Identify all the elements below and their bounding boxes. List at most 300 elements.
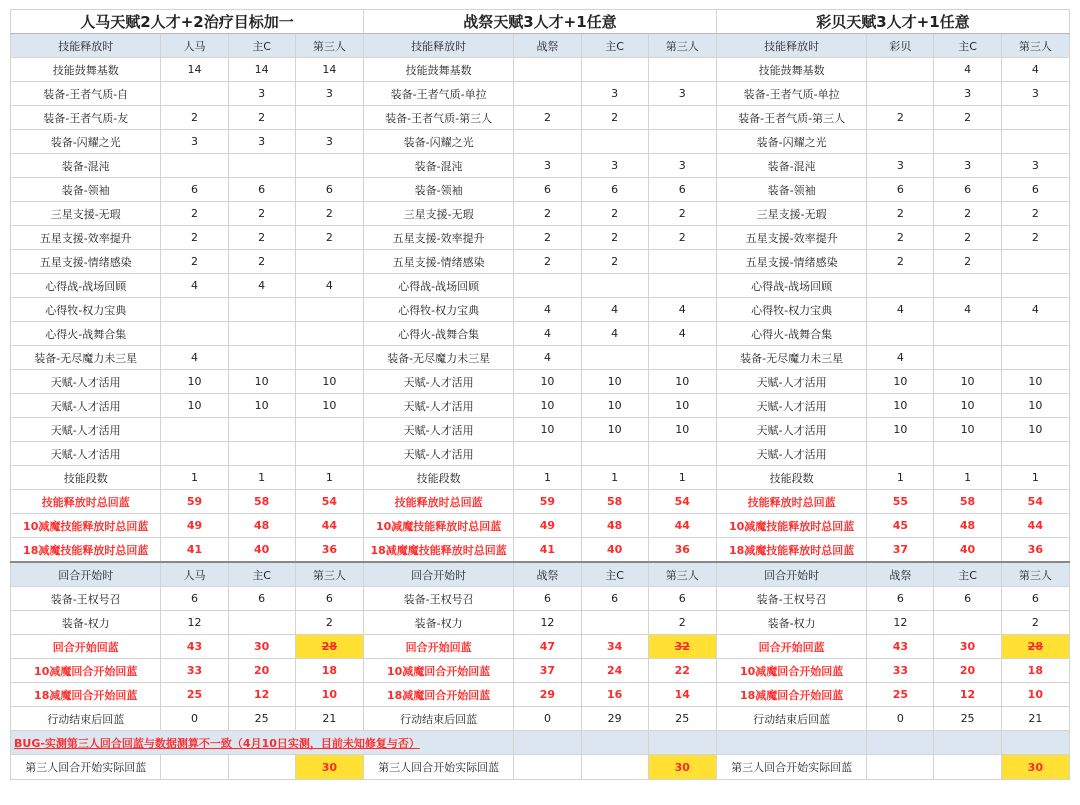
round-total-value: 12 [934, 683, 1001, 707]
round-total-label: 10减魔回合开始回蓝 [716, 659, 866, 683]
skill-row-label: 心得战-战场回顾 [363, 274, 513, 298]
skill-row-value: 2 [295, 226, 363, 250]
skill-row-value [867, 442, 934, 466]
skill-row-value [648, 106, 716, 130]
skill-row-value: 4 [867, 298, 934, 322]
skill-row-label: 心得火-战舞合集 [11, 322, 161, 346]
column-header-value: 战祭 [514, 34, 581, 58]
skill-row-label: 天赋-人才活用 [716, 370, 866, 394]
skill-row-value [1001, 346, 1069, 370]
skill-row-value: 4 [295, 274, 363, 298]
skill-row-label: 装备-王者气质-第三人 [716, 106, 866, 130]
skill-row-value: 2 [514, 250, 581, 274]
skill-row-label: 天赋-人才活用 [363, 418, 513, 442]
skill-row-label: 五星支援-情绪感染 [363, 250, 513, 274]
actual-regen-value: 30 [1001, 755, 1069, 780]
skill-total-value: 40 [228, 538, 295, 563]
skill-row-label: 天赋-人才活用 [716, 418, 866, 442]
skill-row-label: 五星支援-情绪感染 [716, 250, 866, 274]
round-total-value: 25 [867, 683, 934, 707]
skill-row-label: 心得战-战场回顾 [11, 274, 161, 298]
empty-cell [934, 731, 1001, 755]
skill-row-value: 10 [295, 394, 363, 418]
skill-total-label: 10减魔技能释放时总回蓝 [363, 514, 513, 538]
round-total-label: 回合开始回蓝 [716, 635, 866, 659]
round-total-value: 12 [228, 683, 295, 707]
skill-row-label: 装备-领袖 [11, 178, 161, 202]
table-row [11, 226, 1070, 250]
skill-row-value: 6 [648, 178, 716, 202]
round-column-header-value: 主C [228, 562, 295, 587]
skill-row-label: 装备-王者气质-友 [11, 106, 161, 130]
skill-total-value: 41 [514, 538, 581, 563]
round-total-value: 20 [228, 659, 295, 683]
bug-note: BUG-实测第三人回合回蓝与数据测算不一致（4月10日实测，目前未知修复与否） [11, 731, 514, 755]
skill-row-label: 心得牧-权力宝典 [716, 298, 866, 322]
skill-row-value [295, 322, 363, 346]
round-total-value: 29 [514, 683, 581, 707]
skill-row-value: 6 [228, 178, 295, 202]
skill-row-label: 技能鼓舞基数 [363, 58, 513, 82]
skill-row-value: 10 [648, 418, 716, 442]
skill-total-label: 技能释放时总回蓝 [11, 490, 161, 514]
skill-row-value: 3 [648, 154, 716, 178]
round-total-value: 30 [228, 635, 295, 659]
round-row-value: 12 [514, 611, 581, 635]
after-action-value: 0 [514, 707, 581, 731]
skill-row-value [514, 442, 581, 466]
skill-row-label: 装备-混沌 [716, 154, 866, 178]
skill-row-label: 装备-无尽魔力未三星 [716, 346, 866, 370]
skill-row-value: 1 [581, 466, 648, 490]
skill-row-label: 五星支援-效率提升 [716, 226, 866, 250]
skill-row-value: 3 [934, 154, 1001, 178]
round-column-header-value: 主C [581, 562, 648, 587]
empty-cell [581, 731, 648, 755]
skill-row-value: 3 [1001, 154, 1069, 178]
after-action-value: 0 [867, 707, 934, 731]
skill-row-value [934, 346, 1001, 370]
skill-row-value: 2 [1001, 226, 1069, 250]
skill-row-value: 3 [161, 130, 228, 154]
skill-row-value: 6 [295, 178, 363, 202]
skill-total-value: 54 [295, 490, 363, 514]
actual-regen-row [11, 755, 1070, 780]
skill-total-value: 36 [1001, 538, 1069, 563]
skill-row-label: 装备-闪耀之光 [11, 130, 161, 154]
actual-regen-value [934, 755, 1001, 780]
round-row-label: 装备-权力 [11, 611, 161, 635]
skill-row-value: 10 [581, 370, 648, 394]
skill-row-value: 2 [648, 226, 716, 250]
skill-row-label: 天赋-人才活用 [11, 394, 161, 418]
round-row-label: 装备-王权号召 [716, 587, 866, 611]
skill-row-value: 2 [514, 202, 581, 226]
table-row [11, 346, 1070, 370]
skill-row-value: 1 [648, 466, 716, 490]
skill-row-value [228, 154, 295, 178]
skill-total-value: 55 [867, 490, 934, 514]
round-row-label: 装备-权力 [363, 611, 513, 635]
table-row [11, 82, 1070, 106]
skill-row-value: 10 [514, 370, 581, 394]
skill-total-label: 10减魔技能释放时总回蓝 [716, 514, 866, 538]
round-row-value: 6 [934, 587, 1001, 611]
skill-row-value: 4 [514, 298, 581, 322]
skill-row-value: 10 [934, 370, 1001, 394]
skill-row-value: 3 [228, 130, 295, 154]
skill-row-value: 4 [934, 298, 1001, 322]
skill-row-label: 技能段数 [363, 466, 513, 490]
round-total-value: 10 [1001, 683, 1069, 707]
skill-row-value [934, 322, 1001, 346]
column-header-value: 第三人 [1001, 34, 1069, 58]
round-total-value: 28 [295, 635, 363, 659]
actual-regen-value [514, 755, 581, 780]
skill-row-label: 天赋-人才活用 [363, 394, 513, 418]
skill-row-value [161, 418, 228, 442]
skill-total-value: 48 [581, 514, 648, 538]
skill-row-label: 天赋-人才活用 [11, 418, 161, 442]
skill-row-value: 2 [648, 202, 716, 226]
skill-total-value: 40 [934, 538, 1001, 563]
skill-row-value: 10 [228, 370, 295, 394]
skill-row-value [228, 442, 295, 466]
skill-row-value: 6 [581, 178, 648, 202]
skill-row-value: 3 [581, 154, 648, 178]
skill-row-value: 3 [295, 82, 363, 106]
skill-total-value: 44 [1001, 514, 1069, 538]
round-total-label: 10减魔回合开始回蓝 [363, 659, 513, 683]
skill-row-value [867, 130, 934, 154]
skill-row-value: 10 [934, 418, 1001, 442]
skill-total-value: 58 [581, 490, 648, 514]
skill-row-value: 2 [295, 202, 363, 226]
after-action-label: 行动结束后回蓝 [716, 707, 866, 731]
round-row-label: 装备-王权号召 [363, 587, 513, 611]
skill-row-value: 3 [1001, 82, 1069, 106]
skill-row-value: 4 [161, 346, 228, 370]
round-column-header-value: 战祭 [514, 562, 581, 587]
table-row [11, 587, 1070, 611]
skill-row-value [295, 298, 363, 322]
round-row-value: 2 [1001, 611, 1069, 635]
round-total-value: 24 [581, 659, 648, 683]
empty-cell [867, 731, 934, 755]
skill-row-value: 1 [934, 466, 1001, 490]
skill-row-value: 4 [867, 346, 934, 370]
bug-note-row [11, 731, 1070, 755]
skill-row-value [648, 274, 716, 298]
skill-row-value [514, 58, 581, 82]
column-header-value: 主C [228, 34, 295, 58]
skill-row-value: 2 [514, 106, 581, 130]
skill-row-value: 2 [161, 202, 228, 226]
skill-row-label: 装备-无尽魔力未三星 [11, 346, 161, 370]
round-row-value: 12 [867, 611, 934, 635]
skill-row-value: 3 [867, 154, 934, 178]
skill-row-label: 技能鼓舞基数 [716, 58, 866, 82]
skill-row-label: 三星支援-无瑕 [716, 202, 866, 226]
skill-row-value: 4 [161, 274, 228, 298]
column-header-value: 人马 [161, 34, 228, 58]
skill-row-value [295, 106, 363, 130]
actual-regen-value [161, 755, 228, 780]
skill-row-label: 心得牧-权力宝典 [363, 298, 513, 322]
skill-total-label: 18减魔技能释放时总回蓝 [11, 538, 161, 563]
total-row [11, 490, 1070, 514]
table-row [11, 106, 1070, 130]
skill-row-value: 6 [514, 178, 581, 202]
skill-row-value: 2 [581, 250, 648, 274]
after-action-value: 25 [648, 707, 716, 731]
skill-row-value: 1 [514, 466, 581, 490]
skill-row-value: 10 [161, 394, 228, 418]
round-total-value: 20 [934, 659, 1001, 683]
skill-row-value: 2 [1001, 202, 1069, 226]
after-action-label: 行动结束后回蓝 [363, 707, 513, 731]
skill-row-value: 14 [161, 58, 228, 82]
skill-row-value: 4 [934, 58, 1001, 82]
after-action-row [11, 707, 1070, 731]
round-row-value [581, 611, 648, 635]
skill-row-value: 4 [228, 274, 295, 298]
round-column-header-label: 回合开始时 [363, 562, 513, 587]
skill-total-value: 59 [161, 490, 228, 514]
skill-row-value [1001, 442, 1069, 466]
skill-row-label: 装备-王者气质-第三人 [363, 106, 513, 130]
round-total-value: 33 [867, 659, 934, 683]
skill-total-value: 58 [934, 490, 1001, 514]
skill-row-value [581, 58, 648, 82]
round-total-label: 18减魔回合开始回蓝 [363, 683, 513, 707]
skill-row-value: 14 [228, 58, 295, 82]
skill-total-value: 58 [228, 490, 295, 514]
empty-cell [514, 731, 581, 755]
empty-cell [1001, 731, 1069, 755]
table-row [11, 322, 1070, 346]
skill-row-value: 10 [1001, 394, 1069, 418]
skill-row-label: 技能段数 [716, 466, 866, 490]
skill-row-value: 4 [648, 298, 716, 322]
skill-row-value: 10 [867, 370, 934, 394]
skill-row-label: 装备-无尽魔力未三星 [363, 346, 513, 370]
skill-row-value: 1 [161, 466, 228, 490]
skill-total-value: 44 [648, 514, 716, 538]
skill-row-value: 2 [581, 226, 648, 250]
skill-row-value: 2 [228, 202, 295, 226]
skill-total-value: 54 [648, 490, 716, 514]
column-header-value: 第三人 [295, 34, 363, 58]
column-header-label: 技能释放时 [11, 34, 161, 58]
round-total-label: 10减魔回合开始回蓝 [11, 659, 161, 683]
skill-row-value: 10 [867, 418, 934, 442]
round-total-row [11, 635, 1070, 659]
round-total-label: 18减魔回合开始回蓝 [11, 683, 161, 707]
skill-row-label: 装备-王者气质-自 [11, 82, 161, 106]
skill-row-value [867, 82, 934, 106]
table-row [11, 274, 1070, 298]
group-title: 彩贝天赋3人才+1任意 [716, 10, 1069, 34]
skill-row-value: 2 [934, 226, 1001, 250]
skill-row-value: 2 [934, 250, 1001, 274]
after-action-value: 25 [934, 707, 1001, 731]
skill-row-value: 10 [581, 418, 648, 442]
after-action-value: 29 [581, 707, 648, 731]
table-row [11, 370, 1070, 394]
skill-row-value: 4 [514, 346, 581, 370]
skill-row-value [161, 154, 228, 178]
skill-row-value [581, 442, 648, 466]
skill-row-value: 3 [648, 82, 716, 106]
round-total-value: 43 [867, 635, 934, 659]
skill-row-value [581, 274, 648, 298]
round-row-value: 6 [581, 587, 648, 611]
skill-row-value: 2 [934, 106, 1001, 130]
skill-row-value [1001, 274, 1069, 298]
skill-total-value: 44 [295, 514, 363, 538]
skill-row-label: 三星支援-无瑕 [11, 202, 161, 226]
skill-total-value: 59 [514, 490, 581, 514]
skill-row-label: 装备-混沌 [363, 154, 513, 178]
skill-row-value [934, 130, 1001, 154]
group-title-row [11, 10, 1070, 34]
skill-row-value [514, 82, 581, 106]
skill-row-value: 6 [867, 178, 934, 202]
skill-row-value: 4 [581, 298, 648, 322]
skill-row-value [295, 346, 363, 370]
skill-row-label: 天赋-人才活用 [11, 370, 161, 394]
table-row [11, 58, 1070, 82]
skill-row-value [228, 322, 295, 346]
round-column-header-value: 第三人 [295, 562, 363, 587]
after-action-value: 0 [161, 707, 228, 731]
skill-row-label: 装备-王者气质-单拉 [716, 82, 866, 106]
round-total-label: 回合开始回蓝 [363, 635, 513, 659]
skill-row-value: 2 [161, 226, 228, 250]
skill-row-value: 3 [514, 154, 581, 178]
round-total-value: 37 [514, 659, 581, 683]
round-row-value: 2 [648, 611, 716, 635]
skill-row-label: 装备-领袖 [716, 178, 866, 202]
column-header-value: 第三人 [648, 34, 716, 58]
skill-row-value: 10 [934, 394, 1001, 418]
round-row-value: 6 [228, 587, 295, 611]
actual-regen-value: 30 [648, 755, 716, 780]
skill-row-value [1001, 322, 1069, 346]
column-header-value: 彩贝 [867, 34, 934, 58]
round-row-value: 12 [161, 611, 228, 635]
skill-row-label: 装备-闪耀之光 [716, 130, 866, 154]
round-total-value: 22 [648, 659, 716, 683]
skill-total-value: 48 [934, 514, 1001, 538]
skill-row-value [228, 298, 295, 322]
skill-row-label: 心得牧-权力宝典 [11, 298, 161, 322]
table-row [11, 394, 1070, 418]
skill-row-value [161, 82, 228, 106]
skill-row-label: 装备-闪耀之光 [363, 130, 513, 154]
skill-row-value: 4 [648, 322, 716, 346]
round-row-label: 装备-王权号召 [11, 587, 161, 611]
column-header-value: 主C [934, 34, 1001, 58]
skill-row-label: 装备-领袖 [363, 178, 513, 202]
skill-row-label: 心得火-战舞合集 [716, 322, 866, 346]
skill-row-value [648, 58, 716, 82]
skill-row-value [648, 250, 716, 274]
round-row-label: 装备-权力 [716, 611, 866, 635]
skill-row-value [295, 418, 363, 442]
skill-row-value [867, 58, 934, 82]
skill-row-value [514, 274, 581, 298]
round-column-header-value: 第三人 [1001, 562, 1069, 587]
group-title: 人马天赋2人才+2治疗目标加一 [11, 10, 364, 34]
empty-cell [648, 731, 716, 755]
skill-row-label: 五星支援-情绪感染 [11, 250, 161, 274]
table-row [11, 250, 1070, 274]
table-row [11, 418, 1070, 442]
skill-row-value: 10 [867, 394, 934, 418]
actual-regen-value [228, 755, 295, 780]
skill-row-label: 天赋-人才活用 [363, 370, 513, 394]
skill-total-label: 18减魔魔技能释放时总回蓝 [363, 538, 513, 563]
round-row-value: 6 [295, 587, 363, 611]
skill-row-value: 4 [514, 322, 581, 346]
after-action-value: 21 [295, 707, 363, 731]
round-row-value [934, 611, 1001, 635]
after-action-label: 行动结束后回蓝 [11, 707, 161, 731]
round-row-value: 6 [1001, 587, 1069, 611]
column-header-value: 主C [581, 34, 648, 58]
skill-row-value: 1 [228, 466, 295, 490]
skill-total-label: 10减魔技能释放时总回蓝 [11, 514, 161, 538]
round-column-header-value: 战祭 [867, 562, 934, 587]
skill-row-value [228, 418, 295, 442]
skill-row-value: 1 [295, 466, 363, 490]
actual-regen-value [581, 755, 648, 780]
skill-row-value: 4 [1001, 58, 1069, 82]
skill-row-value: 4 [581, 322, 648, 346]
skill-row-value [648, 346, 716, 370]
table-row [11, 298, 1070, 322]
skill-row-value: 3 [228, 82, 295, 106]
round-total-label: 回合开始回蓝 [11, 635, 161, 659]
round-total-value: 10 [295, 683, 363, 707]
skill-row-value: 2 [867, 202, 934, 226]
header-row [11, 34, 1070, 58]
skill-row-value: 10 [1001, 370, 1069, 394]
skill-row-value [934, 274, 1001, 298]
actual-regen-value [867, 755, 934, 780]
actual-regen-label: 第三人回合开始实际回蓝 [716, 755, 866, 780]
skill-row-label: 天赋-人才活用 [716, 442, 866, 466]
round-total-label: 18减魔回合开始回蓝 [716, 683, 866, 707]
skill-total-value: 49 [514, 514, 581, 538]
skill-row-value: 4 [1001, 298, 1069, 322]
mana-regen-spreadsheet [10, 9, 1070, 780]
table-row [11, 154, 1070, 178]
skill-row-label: 技能段数 [11, 466, 161, 490]
round-row-value: 6 [514, 587, 581, 611]
skill-row-value: 10 [581, 394, 648, 418]
round-row-value [228, 611, 295, 635]
skill-row-value: 10 [648, 370, 716, 394]
skill-total-value: 40 [581, 538, 648, 563]
round-total-value: 34 [581, 635, 648, 659]
skill-row-value: 10 [228, 394, 295, 418]
skill-row-value: 2 [867, 106, 934, 130]
skill-row-value: 2 [581, 202, 648, 226]
skill-total-label: 18减魔技能释放时总回蓝 [716, 538, 866, 563]
